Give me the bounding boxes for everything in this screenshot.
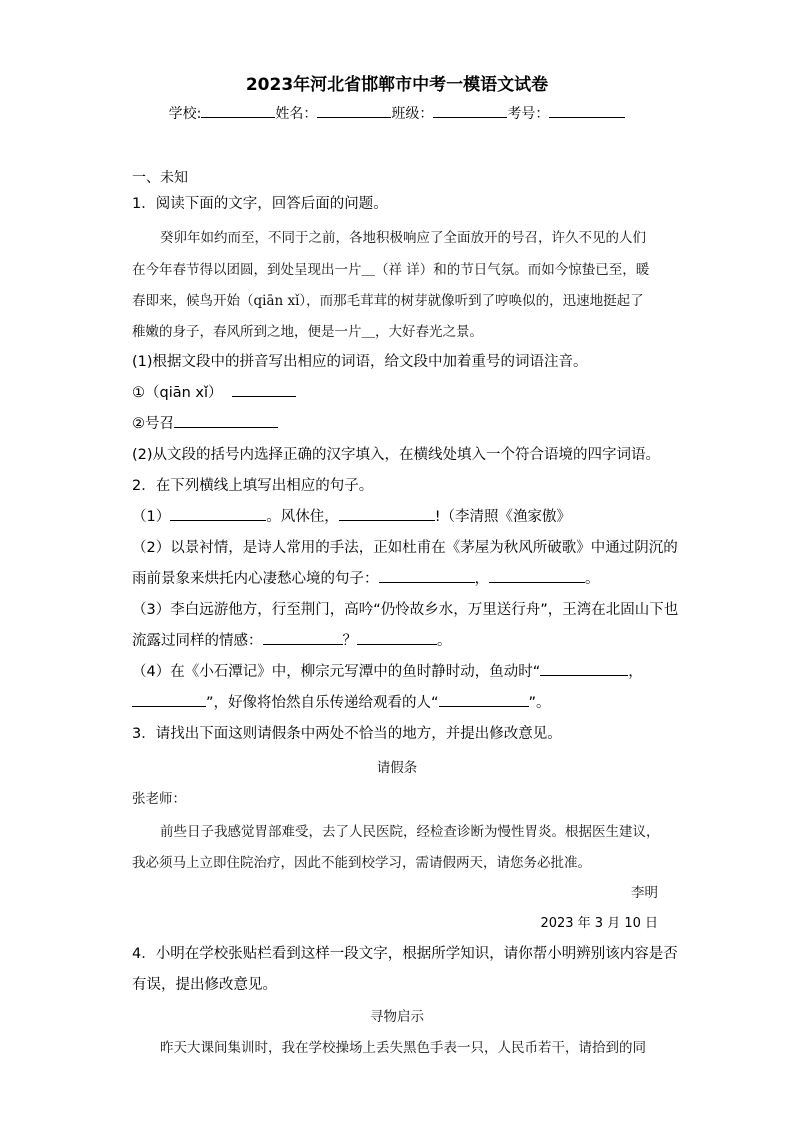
class-label: 班级： [391,106,434,122]
leave-note-body-line2: 我必须马上立即住院治疗，因此不能到校学习，需请假两天，请您务必批准。 [132,855,591,871]
q1-item2-label: ②号召 [132,416,174,432]
school-blank[interactable] [201,103,275,118]
q2-part4-text: （4）在《小石潭记》中，柳宗元写潭中的鱼时静时动，鱼动时“ [132,664,541,680]
leave-note-body-line1: 前些日子我感觉胃部难受，去了人民医院，经检查诊断为慢性胃炎。根据医生建议， [160,824,660,840]
q2-part1-blank1[interactable] [170,506,266,521]
q2-part3-period: 。 [437,633,452,649]
examno-label: 考号： [507,106,550,122]
q2-part1-blank2[interactable] [339,506,435,521]
q2-part4-blank1[interactable] [540,661,628,676]
leave-note-signer: 李明 [631,885,658,901]
q1-passage-line4: 稚嫩的身子，春风所到之地，便是一片＿，大好春光之景。 [132,324,483,340]
q2-part2-line1: （2）以景衬情，是诗人常用的手法，正如杜甫在《茅屋为秋风所破歌》中通过阴沉的 [132,540,678,556]
q2-part4-blank2[interactable] [132,692,206,707]
lost-notice-title: 寻物启示 [370,1009,424,1025]
q2-part3-blank1[interactable] [263,630,343,645]
q2-part2-blank1[interactable] [379,568,475,583]
q2-part3-line1: （3）李白远游他方，行至荆门，高吟“仍怜故乡水，万里送行舟”，王湾在北固山下也 [132,602,679,618]
q4-stem-line1: 4．小明在学校张贴栏看到这样一段文字，根据所学知识，请你帮小明辨别该内容是否 [132,946,678,962]
q2-part3-line2 [132,629,452,650]
q1-sub2: (2)从文段的括号内选择正确的汉字填入，在横线处填入一个符合语境的四字词语。 [132,447,661,463]
q2-part2-line2 [132,567,600,588]
q1-item1 [132,381,296,402]
q2-part4-close: ”。 [528,695,551,711]
q1-passage-line2: 在今年春节得以团圆，到处呈现出一片＿（祥 详）和的节日气氛。而如今惊蛰已至，暖 [132,262,650,278]
q2-part2-blank2[interactable] [489,568,585,583]
q1-sub1: (1)根据文段中的拼音写出相应的词语，给文段中加着重号的词语注音。 [132,354,588,370]
q1-item1-blank[interactable] [232,382,296,397]
q2-part1-text: 。风休住， [266,509,339,525]
q2-part1 [132,505,571,526]
q1-stem: 1．阅读下面的文字，回答后面的问题。 [132,196,388,212]
leave-note-title: 请假条 [376,760,418,776]
q1-item2 [132,412,278,433]
school-label: 学校: [168,106,202,122]
class-blank[interactable] [433,103,507,118]
q4-stem-line2: 有误，提出修改意见。 [132,977,277,993]
name-blank[interactable] [317,103,391,118]
q2-part4-line2 [132,691,551,712]
lost-notice-body-line1: 昨天大课间集训时，我在学校操场上丢失黑色手表一只，人民币若干，请拾到的同 [160,1040,646,1056]
q2-stem: 2．在下列横线上填写出相应的句子。 [132,478,374,494]
q2-part3-text: 流露过同样的情感： [132,633,263,649]
section-heading: 一、未知 [132,170,188,186]
q1-passage-line1: 癸卯年如约而至，不同于之前，各地积极响应了全面放开的号召，许久不见的人们 [160,230,646,246]
q2-part2-comma: ， [474,571,489,587]
examno-blank[interactable] [549,103,625,118]
leave-note-salutation: 张老师： [132,791,186,807]
q2-part4-text2: ”，好像将怡然自乐传递给观看的人“ [206,695,439,711]
name-label: 姓名： [275,106,318,122]
leave-note-date: 2023 年 3 月 10 日 [540,916,658,931]
q2-part4-line1 [132,660,643,681]
q1-item1-label: ①（qiān xǐ） [132,385,223,401]
q2-part2-text: 雨前景象来烘托内心凄愁心境的句子： [132,571,379,587]
q3-stem: 3．请找出下面这则请假条中两处不恰当的地方，并提出修改意见。 [132,726,562,742]
exam-title: 2023年河北省邯郸市中考一模语文试卷 [245,75,549,95]
student-info-line [0,103,794,123]
q2-part4-comma: ， [628,664,643,680]
q2-part1-source: !（李清照《渔家傲》 [434,509,572,525]
q2-part3-blank2[interactable] [357,630,437,645]
q2-part2-period: 。 [585,571,600,587]
q1-item2-blank[interactable] [174,413,278,428]
q2-part3-question: ？ [342,633,357,649]
q1-passage-line3: 春即来，候鸟开始（qiān xǐ），而那毛茸茸的树芽就像听到了哼唤似的，迅速地挺起了 [132,293,644,309]
q2-part1-number: （1） [132,509,171,525]
q2-part4-blank3[interactable] [439,692,529,707]
